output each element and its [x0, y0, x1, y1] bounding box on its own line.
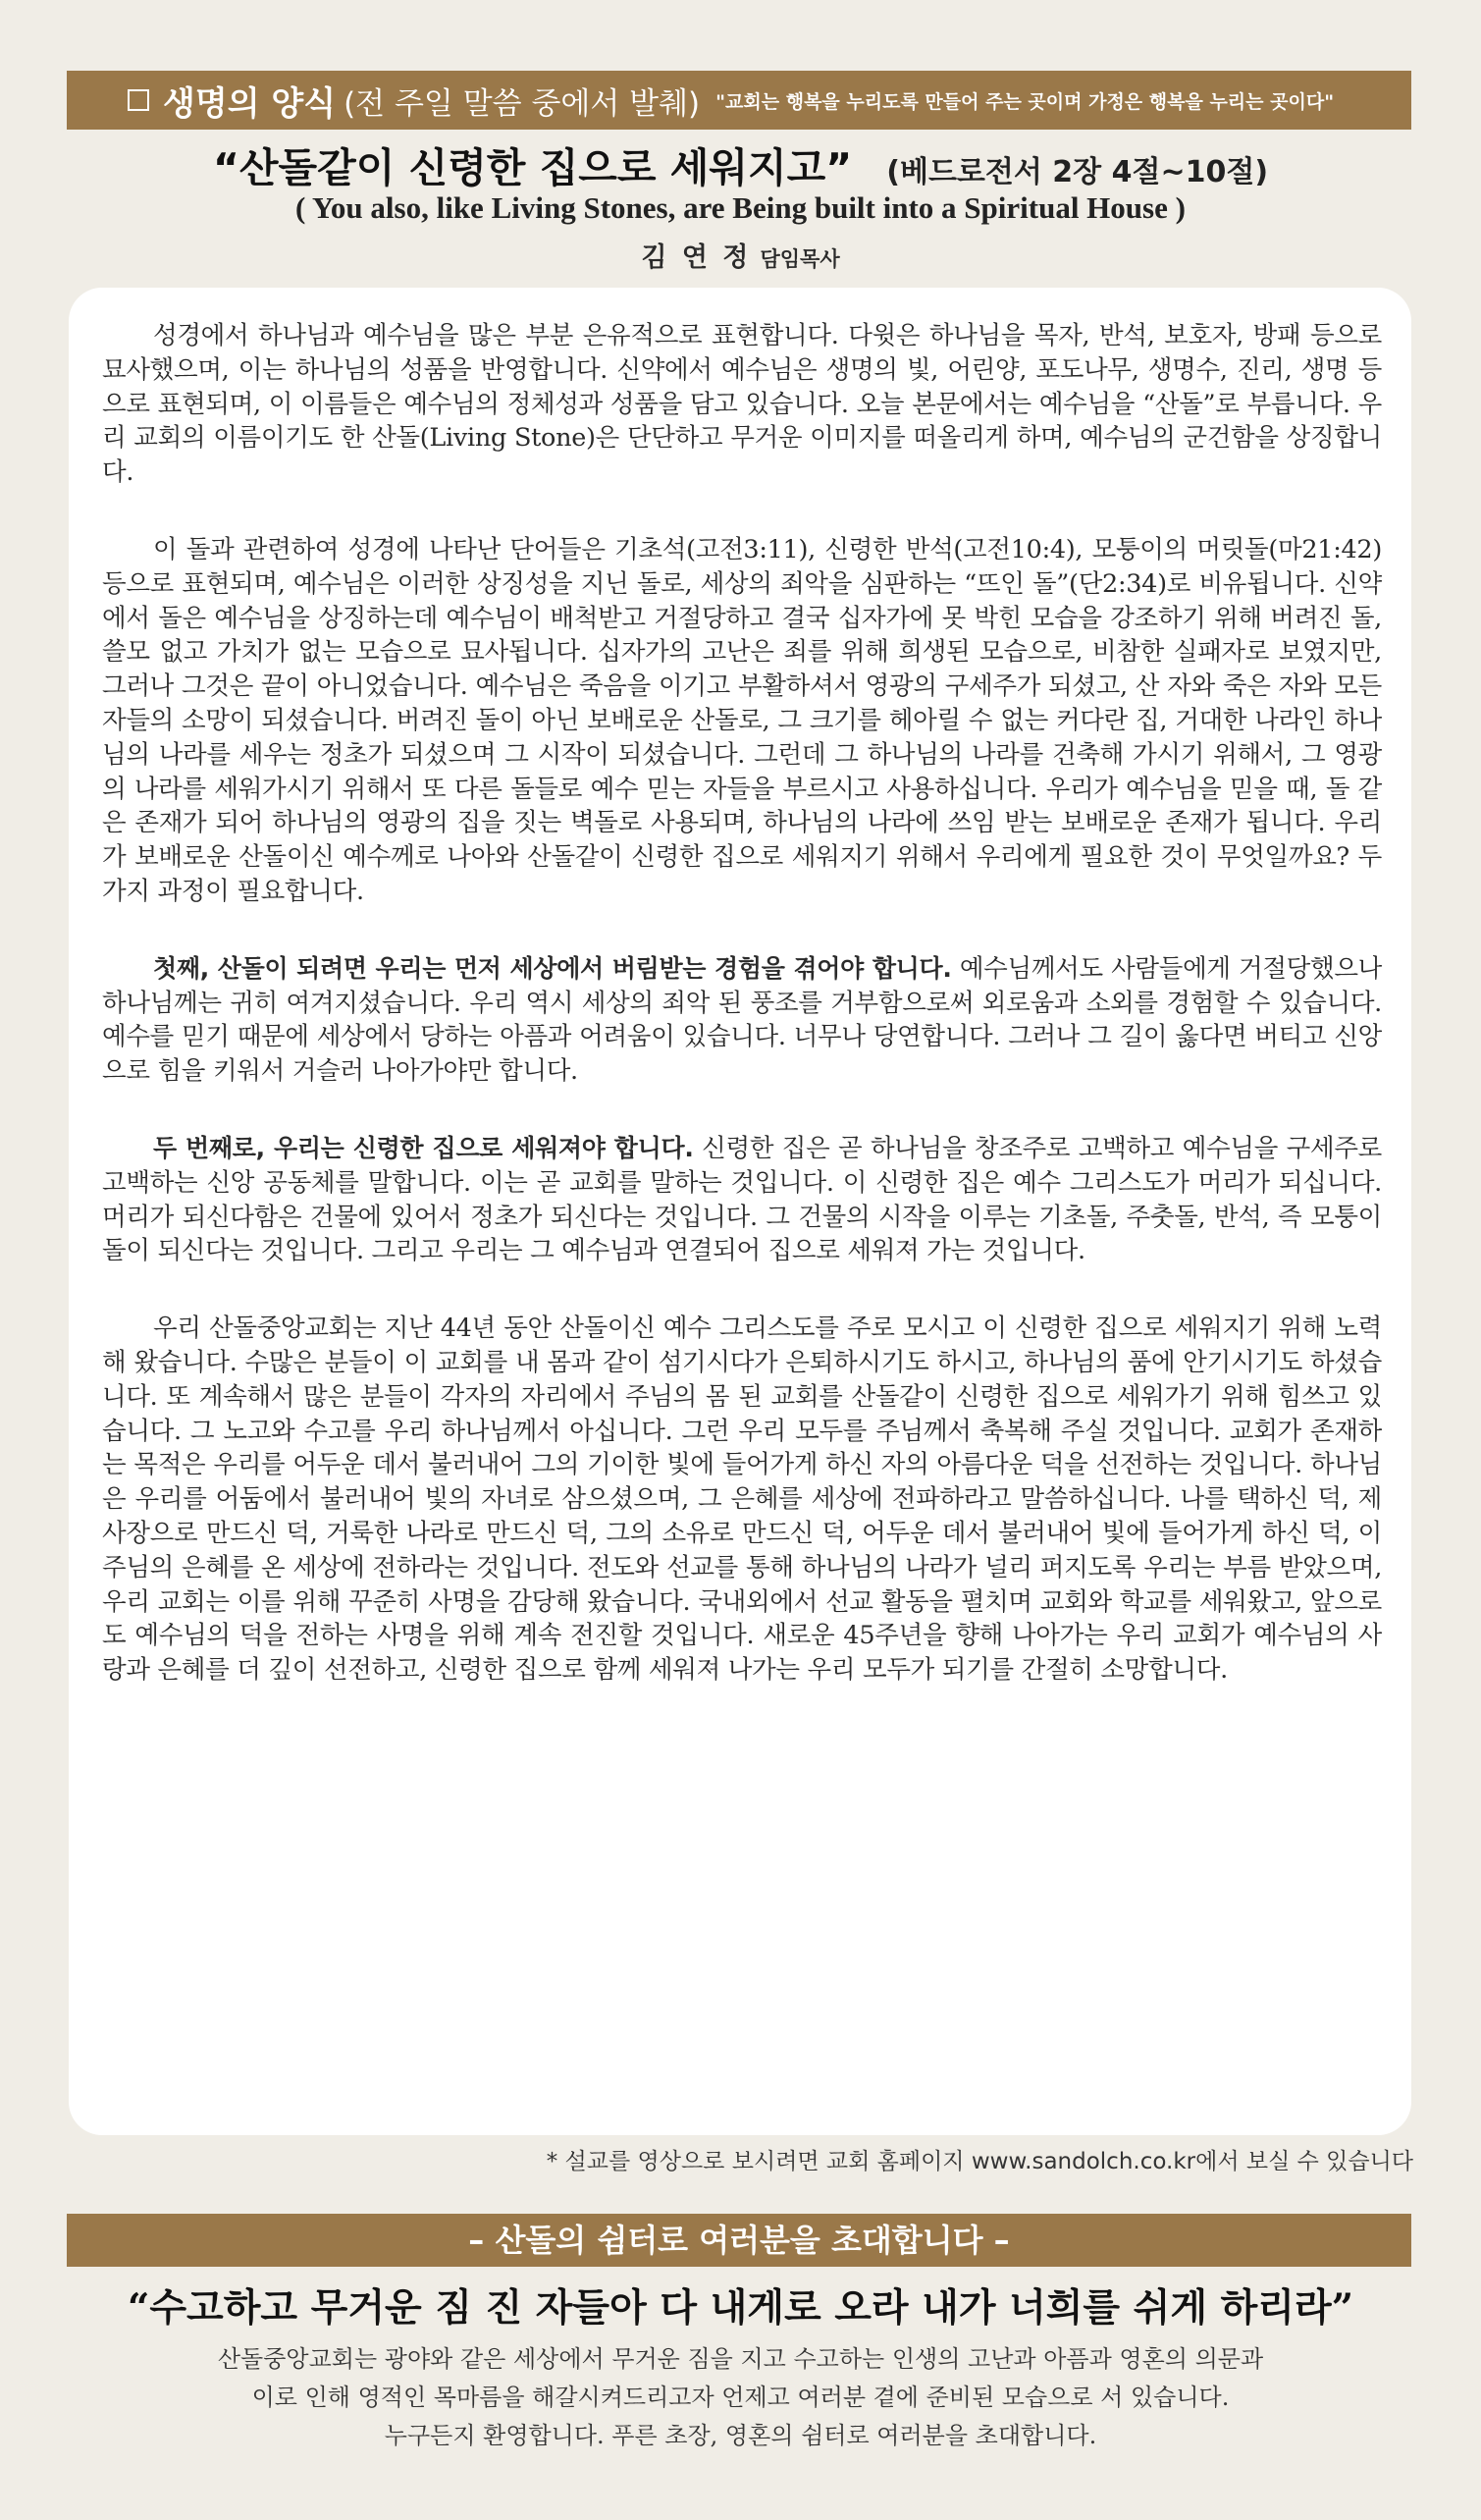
sermon-heading [0, 135, 1481, 193]
paragraph: 첫째, 산돌이 되려면 우리는 먼저 세상에서 버림받는 경험을 겪어야 합니다. 예수님께서도 사람들에게 거절당했으나 하나님께는 귀히 여겨지셨습니다. 우리 역시 세상의 죄악 된 풍조를 거부함으로써 외로움과 소외를 경험할 수 있습니다. 예수를 믿기 때문에 세상에서 당하는 아픔과 어려움이 있습니다. 너무나 당연합니다. 그러나 그 길이 옳다면 버티고 신앙으로 힘을 키워서 거슬러 나아가야만 합니다. [102, 953, 1382, 1087]
invite-quote: “수고하고 무거운 짐 진 자들아 다 내게로 오라 내가 너희를 쉬게 하리라” [127, 2285, 1354, 2331]
paragraph: 두 번째로, 우리는 신령한 집으로 세워져야 합니다. 신령한 집은 곧 하나님을 창조주로 고백하고 예수님을 구세주로 고백하는 신앙 공동체를 말합니다. 이는 곧 교회를 말하는 것입니다. 이 신령한 집은 예수 그리스도가 머리가 되십니다. 머리가 되신다함은 건물에 있어서 정초가 되신다는 것입니다. 그 건물의 시작을 이루는 기초돌, 주춧돌, 반석, 즉 모퉁이 돌이 되신다는 것입니다. 그리고 우리는 그 예수님과 연결되어 집으로 세워져 가는 것입니다. [102, 1133, 1382, 1266]
church-motto: "교회는 행복을 누리도록 만들어 주는 곳이며 가정은 행복을 누리는 곳이다" [715, 90, 1335, 113]
video-note: * 설교를 영상으로 보시려면 교회 홈페이지 www.sandolch.co.kr에서 보실 수 있습니다 [546, 2149, 1413, 2174]
section-banner [67, 71, 1411, 130]
section-title: 생명의 양식 [163, 83, 337, 124]
square-bullet-icon [128, 89, 149, 111]
invite-banner: – 산돌의 쉼터로 여러분을 초대합니다 – [67, 2214, 1411, 2267]
paragraph: 이 돌과 관련하여 성경에 나타난 단어들은 기초석(고전3:11), 신령한 반석(고전10:4), 모퉁이의 머릿돌(마21:42) 등으로 표현되며, 예수님은 이러한 상징성을 지닌 돌로, 세상의 죄악을 심판하는 “뜨인 돌”(단2:34)로 비유됩니다. 신약에서 돌은 예수님을 상징하는데 예수님이 배척받고 거절당하고 결국 십자가에 못 박힌 모습을 강조하기 위해 버려진 돌, 쓸모 없고 가치가 없는 모습으로 묘사됩니다. 십자가의 고난은 죄를 위해 희생된 모습으로, 비참한 실패자로 보였지만, 그러나 그것은 끝이 아니었습니다. 예수님은 죽음을 이기고 부활하셔서 영광의 구세주가 되셨고, 산 자와 죽은 자와 모든 자들의 소망이 되셨습니다. 버려진 돌이 아닌 보배로운 산돌로, 그 크기를 헤아릴 수 없는 커다란 집, 거대한 나라인 하나님의 나라를 세우는 정초가 되셨으며 그 시작이 되셨습니다. 그런데 그 하나님의 나라를 건축해 가시기 위해서, 그 영광의 나라를 세워가시기 위해서 또 다른 돌들로 예수 믿는 자들을 부르시고 사용하십니다. 우리가 예수님을 믿을 때, 돌 같은 존재가 되어 하나님의 영광의 집을 짓는 벽돌로 사용되며, 하나님의 나라에 쓰임 받는 보배로운 존재가 됩니다. 우리가 보배로운 산돌이신 예수께로 나아와 산돌같이 신령한 집으로 세워지기 위해서 우리에게 필요한 것이 무엇일까요? 두 가지 과정이 필요합니다. [102, 534, 1382, 906]
pastor-byline [0, 236, 1481, 274]
invite-line: 이로 인해 영적인 목마름을 해갈시켜드리고자 언제고 여러분 곁에 준비된 모습으로 서 있습니다. [251, 2384, 1230, 2411]
invite-body [79, 2340, 1402, 2455]
sermon-title: “산돌같이 신령한 집으로 세워지고” [212, 144, 853, 191]
invite-line: 누구든지 환영합니다. 푸른 초장, 영혼의 쉼터로 여러분을 초대합니다. [384, 2422, 1097, 2449]
paragraph-lead: 두 번째로, 우리는 신령한 집으로 세워져야 합니다. [153, 1133, 694, 1162]
pastor-name: 김 연 정 [641, 242, 752, 273]
paragraph: 성경에서 하나님과 예수님을 많은 부분 은유적으로 표현합니다. 다윗은 하나님을 목자, 반석, 보호자, 방패 등으로 묘사했으며, 이는 하나님의 성품을 반영합니다. 신약에서 예수님은 생명의 빛, 어린양, 포도나무, 생명수, 진리, 생명 등으로 표현되며, 이 이름들은 예수님의 정체성과 성품을 담고 있습니다. 오늘 본문에서는 예수님을 “산돌”로 부릅니다. 우리 교회의 이름이기도 한 산돌(Living Stone)은 단단하고 무거운 이미지를 떠올리게 하며, 예수님의 군건함을 상징합니다. [102, 321, 1382, 488]
sermon-body [69, 288, 1411, 2135]
sermon-title-english: ( You also, like Living Stones, are Being built into a Spiritual House ) [295, 190, 1186, 225]
invite-line: 산돌중앙교회는 광야와 같은 세상에서 무거운 짐을 지고 수고하는 인생의 고난과 아픔과 영혼의 의문과 [217, 2345, 1264, 2373]
paragraph: 우리 산돌중앙교회는 지난 44년 동안 산돌이신 예수 그리스도를 주로 모시고 이 신령한 집으로 세워지기 위해 노력해 왔습니다. 수많은 분들이 이 교회를 내 몸과 같이 섬기시다가 은퇴하시기도 하시고, 하나님의 품에 안기시기도 하셨습니다. 또 계속해서 많은 분들이 각자의 자리에서 주님의 몸 된 교회를 산돌같이 신령한 집으로 세워가기 위해 힘쓰고 있습니다. 그 노고와 수고를 우리 하나님께서 아십니다. 그런 우리 모두를 주님께서 축복해 주실 것입니다. 교회가 존재하는 목적은 우리를 어두운 데서 불러내어 그의 기이한 빛에 들어가게 하신 자의 아름다운 덕을 선전하는 것입니다. 하나님은 우리를 어둠에서 불러내어 빛의 자녀로 삼으셨으며, 그 은혜를 세상에 전파하라고 말씀하십니다. 나를 택하신 덕, 제사장으로 만드신 덕, 거룩한 나라로 만드신 덕, 그의 소유로 만드신 덕, 어두운 데서 불러내어 빛에 들어가게 하신 덕, 이 주님의 은혜를 온 세상에 전하라는 것입니다. 전도와 선교를 통해 하나님의 나라가 널리 퍼지도록 우리는 부름 받았으며, 우리 교회는 이를 위해 꾸준히 사명을 감당해 왔습니다. 국내외에서 선교 활동을 펼치며 교회와 학교를 세워왔고, 앞으로도 예수님의 덕을 전하는 사명을 위해 계속 전진할 것입니다. 새로운 45주년을 향해 나아가는 우리 교회가 예수님의 사랑과 은혜를 더 깊이 선전하고, 신령한 집으로 함께 세워져 나가는 우리 모두가 되기를 간절히 소망합니다. [102, 1314, 1382, 1686]
scripture-reference: (베드로전서 2장 4절~10절) [886, 155, 1269, 189]
paragraph-lead: 첫째, 산돌이 되려면 우리는 먼저 세상에서 버림받는 경험을 겪어야 합니다. [153, 953, 952, 983]
section-subtitle: (전 주일 말씀 중에서 발췌) [344, 85, 701, 122]
pastor-role: 담임목사 [760, 247, 840, 271]
